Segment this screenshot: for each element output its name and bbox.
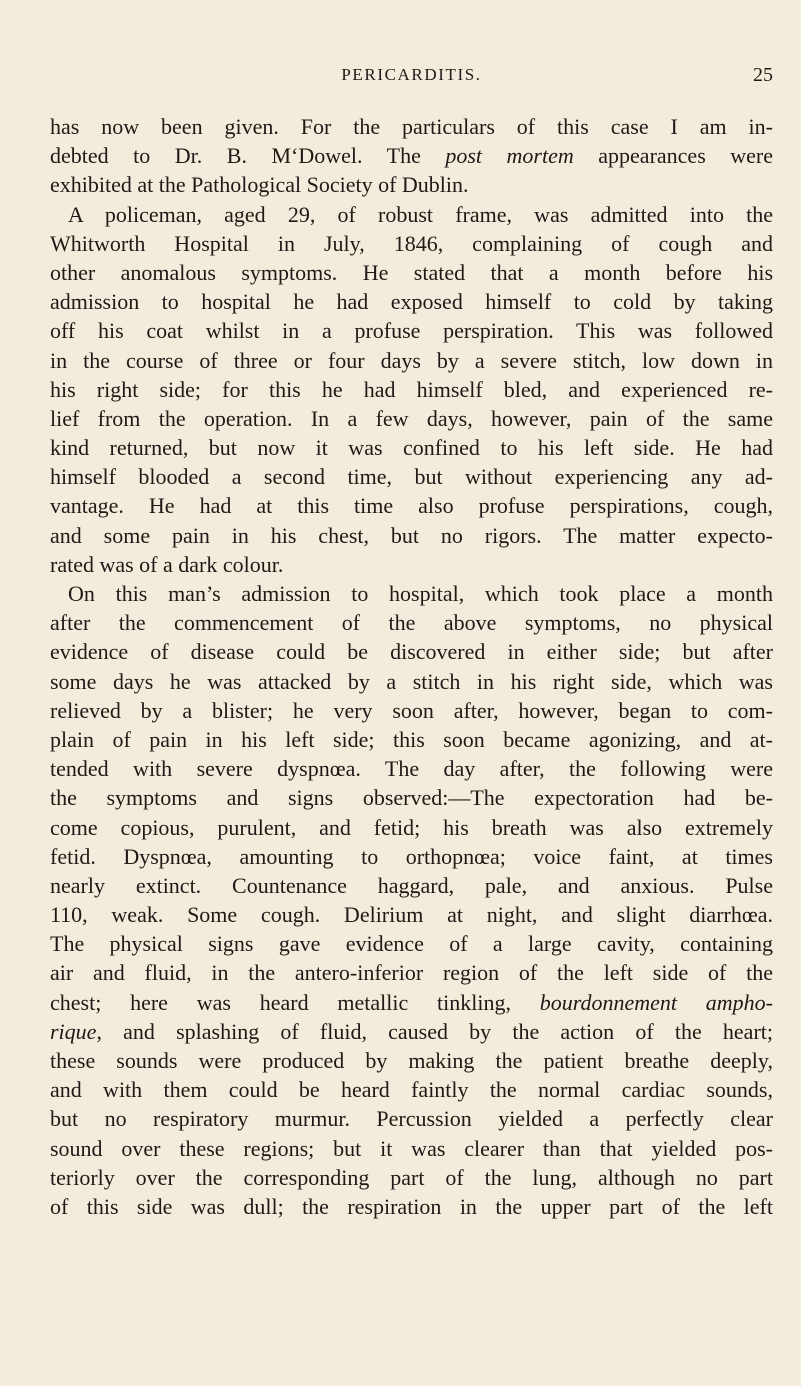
- italic-phrase: post mortem: [445, 143, 574, 169]
- text-line: and some pain in his chest, but no rigors. The matter expecto-: [50, 522, 773, 548]
- paragraph-start-line: On this man’s admission to hospital, which took place a month: [68, 581, 773, 606]
- text-line: has now been given. For the particulars of this case I am in-: [50, 114, 773, 139]
- running-head: [50, 60, 773, 90]
- text-line: after the commencement of the above symptoms, no physical: [50, 610, 773, 636]
- text-line: come copious, purulent, and fetid; his breath was also extremely: [50, 814, 773, 840]
- text-line: but no respiratory murmur. Percussion yielded a perfectly clear: [50, 1106, 773, 1132]
- text-line: vantage. He had at this time also profuse perspirations, cough,: [50, 493, 773, 519]
- text-line: other anomalous symptoms. He stated that a month before his: [50, 259, 773, 285]
- text-line: nearly extinct. Countenance haggard, pale, and anxious. Pulse: [50, 872, 773, 898]
- text-line: evidence of disease could be discovered in either side; but after: [50, 639, 773, 665]
- running-title: PERICARDITIS.: [341, 65, 482, 84]
- text-line: in the course of three or four days by a severe stitch, low down in: [50, 347, 773, 373]
- text-line: relieved by a blister; he very soon after, however, began to com-: [50, 697, 773, 723]
- text-line: rated was of a dark colour.: [50, 551, 284, 577]
- paragraph-start-line: A policeman, aged 29, of robust frame, was admitted into the: [68, 201, 773, 227]
- text-line: debted to Dr. B. M‘Dowel. The post mortem appearances were: [50, 143, 773, 169]
- text-line: Whitworth Hospital in July, 1846, complaining of cough and: [50, 230, 773, 256]
- text-line: and with them could be heard faintly the normal cardiac sounds,: [50, 1077, 773, 1103]
- text-line: chest; here was heard metallic tinkling, bourdonnement ampho-: [50, 989, 773, 1015]
- italic-phrase: rique: [50, 1018, 97, 1044]
- text-line: lief from the operation. In a few days, however, pain of the same: [50, 405, 773, 431]
- text-line: rique, and splashing of fluid, caused by the action of the heart;: [50, 1018, 773, 1044]
- text-line: plain of pain in his left side; this soon became agonizing, and at-: [50, 726, 773, 752]
- text-line: fetid. Dyspnœa, amounting to orthopnœa; voice faint, at times: [50, 843, 773, 869]
- text-line: admission to hospital he had exposed himself to cold by taking: [50, 289, 773, 315]
- text-line: sound over these regions; but it was clearer than that yielded pos-: [50, 1135, 773, 1161]
- text-line: these sounds were produced by making the patient breathe deeply,: [50, 1048, 773, 1073]
- text-line: tended with severe dyspnœa. The day after, the following were: [50, 756, 773, 782]
- text-line: air and fluid, in the antero-inferior region of the left side of the: [50, 960, 773, 986]
- text-line: some days he was attacked by a stitch in his right side, which was: [50, 668, 773, 694]
- body-text: [50, 112, 773, 1221]
- text-line: of this side was dull; the respiration in the upper part of the left: [50, 1193, 773, 1219]
- text-line: his right side; for this he had himself bled, and experienced re-: [50, 376, 773, 402]
- text-line: off his coat whilst in a profuse perspiration. This was followed: [50, 318, 773, 344]
- text-line: The physical signs gave evidence of a large cavity, containing: [50, 931, 773, 957]
- text-line: kind returned, but now it was confined to his left side. He had: [50, 435, 773, 461]
- text-line: the symptoms and signs observed:—The expectoration had be-: [50, 785, 773, 811]
- italic-phrase: bourdonnement ampho-: [539, 989, 773, 1015]
- page-number: 25: [753, 64, 773, 86]
- text-line: 110, weak. Some cough. Delirium at night, and slight diarrhœa.: [50, 902, 773, 928]
- text-line: himself blooded a second time, but without experiencing any ad-: [50, 464, 773, 490]
- text-line: exhibited at the Pathological Society of Dublin.: [50, 172, 469, 198]
- text-line: teriorly over the corresponding part of the lung, although no part: [50, 1164, 773, 1190]
